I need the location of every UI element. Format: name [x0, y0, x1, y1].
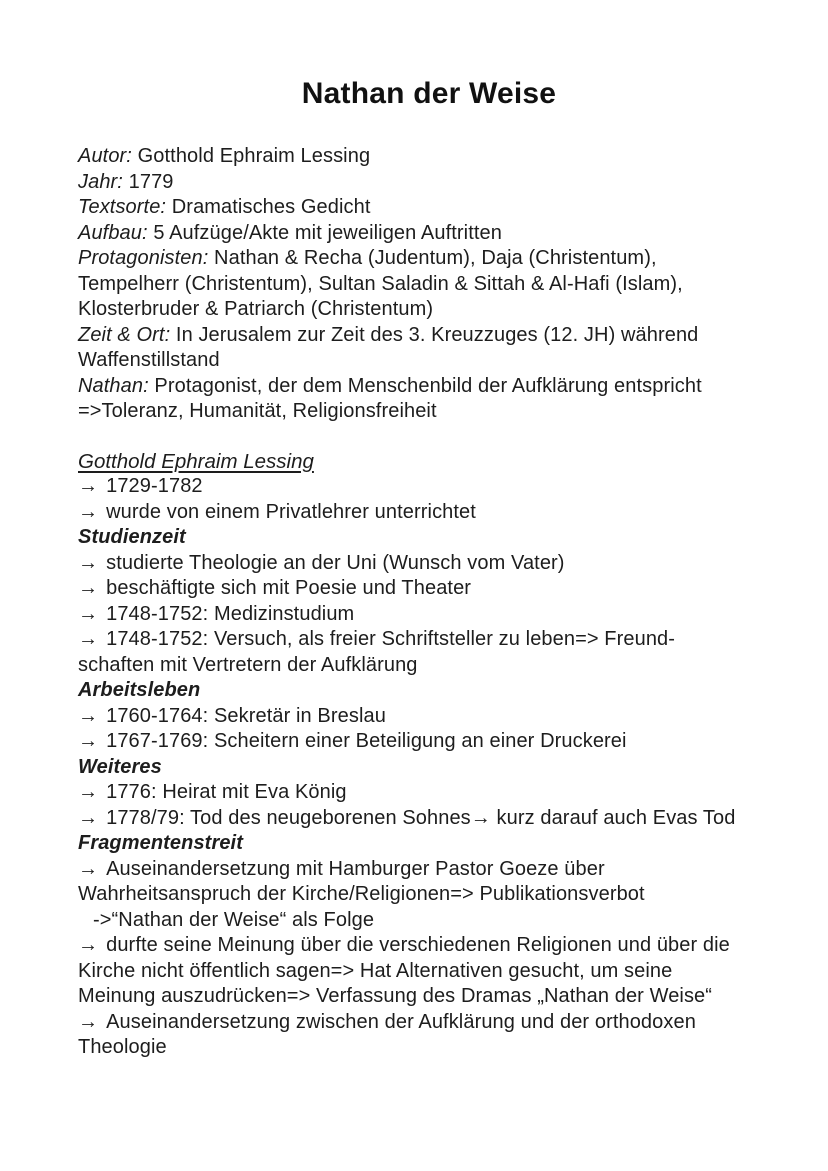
- line-text: Fragmentenstreit: [78, 832, 243, 854]
- text-line: [78, 653, 780, 679]
- line-text: 1729-1782: [106, 475, 203, 497]
- section-body: [78, 474, 780, 1061]
- meta-line: [78, 323, 780, 349]
- meta-line: [78, 399, 780, 425]
- line-text: Kirche nicht öffentlich sagen=> Hat Alternativen gesucht, um seine: [78, 959, 673, 982]
- arrow-icon: →: [78, 602, 99, 625]
- meta-label: Nathan:: [78, 374, 149, 397]
- line-text: studierte Theologie an der Uni (Wunsch vom Vater): [106, 551, 565, 574]
- bullet-line: [78, 1010, 780, 1036]
- arrow-icon: →: [78, 475, 99, 497]
- meta-text: Gotthold Ephraim Lessing: [137, 145, 371, 167]
- arrow-icon: →: [78, 730, 99, 752]
- meta-label: Zeit & Ort:: [78, 323, 171, 346]
- line-text: Auseinandersetzung zwischen der Aufklärung und der orthodoxen: [106, 1010, 696, 1033]
- meta-line: [78, 374, 780, 400]
- line-text: Meinung auszudrücken=> Verfassung des Dramas „Nathan der Weise“: [78, 985, 713, 1007]
- meta-text: Tempelherr (Christentum), Sultan Saladin & Sittah & Al-Hafi (Islam),: [78, 272, 683, 295]
- text-line: [78, 882, 780, 908]
- meta-line: [78, 170, 780, 196]
- line-text: Weiteres: [78, 755, 162, 778]
- line-text: ->“Nathan der Weise“ als Folge: [93, 908, 375, 931]
- meta-line: [78, 297, 780, 323]
- page-title: Nathan der Weise: [301, 77, 557, 110]
- section-heading: Gotthold Ephraim Lessing: [78, 449, 314, 473]
- line-text: 1778/79: Tod des neugeborenen Sohnes→ kurz darauf auch Evas Tod: [106, 806, 736, 829]
- line-text: 1776: Heirat mit Eva König: [106, 781, 347, 803]
- line-text: Wahrheitsanspruch der Kirche/Religionen=> Publikationsverbot: [78, 883, 645, 905]
- meta-label: Autor:: [78, 145, 132, 167]
- meta-line: [78, 221, 780, 247]
- arrow-icon: →: [78, 628, 99, 650]
- meta-text: =>Toleranz, Humanität, Religionsfreiheit: [78, 400, 437, 422]
- arrow-icon: →: [78, 704, 99, 727]
- section-subheading: [78, 678, 780, 704]
- line-text: 1748-1752: Medizinstudium: [106, 602, 355, 625]
- meta-label: Protagonisten:: [78, 247, 209, 269]
- text-line: [78, 984, 780, 1010]
- meta-text: In Jerusalem zur Zeit des 3. Kreuzzuges (12. JH) während: [175, 323, 699, 346]
- meta-text: Klosterbruder & Patriarch (Christentum): [78, 298, 434, 320]
- arrow-icon: →: [78, 551, 99, 574]
- line-text: Arbeitsleben: [78, 679, 201, 701]
- text-line: [78, 959, 780, 985]
- meta-text: Waffenstillstand: [78, 349, 220, 371]
- meta-text: 5 Aufzüge/Akte mit jeweiligen Auftritten: [153, 221, 502, 244]
- line-text: Auseinandersetzung mit Hamburger Pastor Goeze über: [106, 857, 605, 880]
- meta-line: [78, 348, 780, 374]
- meta-line: [78, 272, 780, 298]
- arrow-icon: →: [78, 806, 99, 829]
- bullet-line: [78, 704, 780, 730]
- meta-label: Jahr:: [78, 170, 123, 193]
- meta-line: [78, 195, 780, 221]
- bullet-line: [78, 627, 780, 653]
- meta-line: [78, 144, 780, 170]
- line-text: 1760-1764: Sekretär in Breslau: [106, 704, 386, 727]
- bullet-line: [78, 551, 780, 577]
- arrow-icon: →: [78, 1010, 99, 1033]
- section-subheading: [78, 525, 780, 551]
- bullet-line: [78, 500, 780, 526]
- line-text: Studienzeit: [78, 526, 186, 548]
- line-text: Theologie: [78, 1036, 167, 1058]
- arrow-icon: →: [78, 577, 99, 599]
- meta-label: Aufbau:: [78, 221, 148, 244]
- meta-text: Nathan & Recha (Judentum), Daja (Christentum),: [214, 247, 657, 269]
- bullet-line: [78, 576, 780, 602]
- bullet-line: [78, 780, 780, 806]
- line-text: beschäftigte sich mit Poesie und Theater: [106, 577, 472, 599]
- line-text: durfte seine Meinung über die verschiedenen Religionen und über die: [106, 934, 730, 956]
- bullet-line: [78, 933, 780, 959]
- line-text: schaften mit Vertretern der Aufklärung: [78, 653, 418, 676]
- arrow-icon: →: [78, 934, 99, 956]
- section-subheading: [78, 831, 780, 857]
- arrow-icon: →: [78, 500, 99, 523]
- meta-block: [78, 144, 780, 425]
- text-line: [78, 908, 780, 934]
- meta-text: Dramatisches Gedicht: [171, 196, 371, 218]
- text-line: [78, 1035, 780, 1061]
- meta-label: Textsorte:: [78, 196, 167, 218]
- line-text: wurde von einem Privatlehrer unterrichtet: [106, 500, 476, 523]
- arrow-icon: →: [78, 857, 99, 880]
- meta-text: Protagonist, der dem Menschenbild der Aufklärung entspricht: [154, 374, 702, 397]
- bullet-line: [78, 474, 780, 500]
- bullet-line: [78, 729, 780, 755]
- meta-line: [78, 246, 780, 272]
- section-subheading: [78, 755, 780, 781]
- line-text: 1767-1769: Scheitern einer Beteiligung an einer Druckerei: [106, 730, 627, 752]
- arrow-icon: →: [78, 781, 99, 803]
- bullet-line: [78, 857, 780, 883]
- bullet-line: [78, 806, 780, 832]
- bullet-line: [78, 602, 780, 628]
- meta-text: 1779: [128, 170, 174, 193]
- line-text: 1748-1752: Versuch, als freier Schriftsteller zu leben=> Freund-: [106, 628, 676, 650]
